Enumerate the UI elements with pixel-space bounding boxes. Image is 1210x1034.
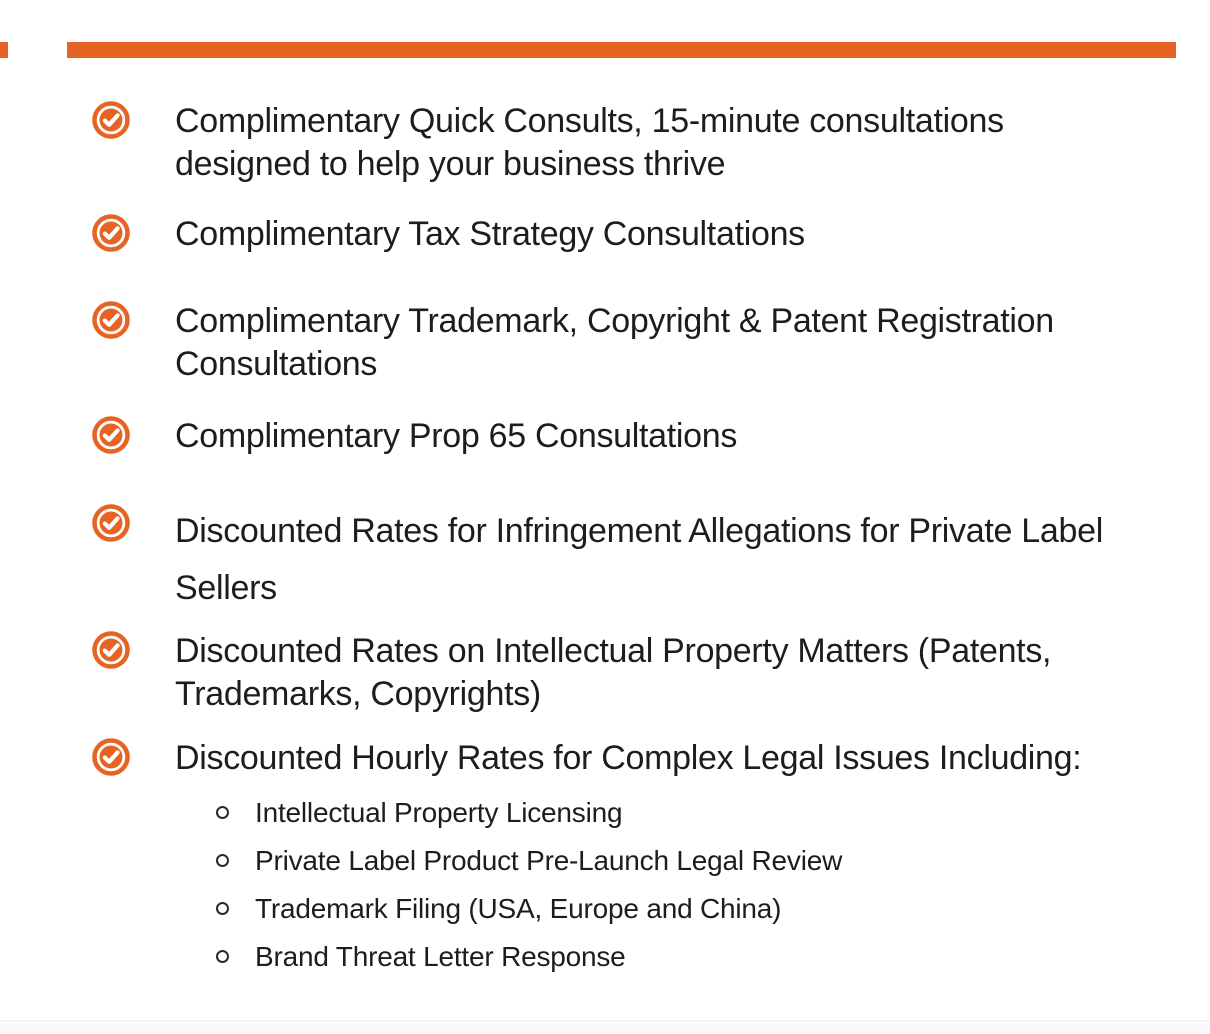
benefits-list — [92, 100, 1152, 980]
sub-benefit-item — [216, 884, 1125, 932]
benefit-item — [92, 415, 1152, 458]
sub-benefit-item — [216, 788, 1125, 836]
check-circle-icon — [92, 301, 130, 339]
sub-benefit-label: Private Label Product Pre-Launch Legal Review — [255, 844, 843, 876]
check-circle-icon — [92, 416, 130, 454]
benefit-label: Discounted Hourly Rates for Complex Legal Issues Including: — [175, 739, 1082, 777]
check-circle-icon — [92, 214, 130, 252]
sub-benefit-label: Trademark Filing (USA, Europe and China) — [255, 892, 782, 924]
hollow-circle-bullet-icon — [216, 902, 229, 915]
check-circle-icon — [92, 738, 130, 776]
benefit-label: Discounted Rates for Infringement Allegations for Private Label Sellers — [175, 512, 1103, 607]
benefit-label: Complimentary Tax Strategy Consultations — [175, 215, 805, 253]
benefit-item — [92, 737, 1152, 980]
benefit-label-group — [175, 737, 1125, 980]
hollow-circle-bullet-icon — [216, 806, 229, 819]
check-circle-icon — [92, 631, 130, 669]
sub-benefit-label: Intellectual Property Licensing — [255, 796, 623, 828]
benefit-label: Complimentary Trademark, Copyright & Patent Registration Consultations — [175, 302, 1054, 383]
check-circle-icon — [92, 504, 130, 542]
benefit-item — [92, 630, 1152, 716]
sub-benefit-item — [216, 836, 1125, 884]
top-accent-bar — [67, 42, 1176, 58]
benefit-label: Complimentary Quick Consults, 15-minute consultations designed to help your business thrive — [175, 102, 1004, 183]
benefit-item — [92, 503, 1152, 617]
check-circle-icon — [92, 101, 130, 139]
hollow-circle-bullet-icon — [216, 950, 229, 963]
footer-strip — [0, 1020, 1210, 1034]
hollow-circle-bullet-icon — [216, 854, 229, 867]
benefit-item — [92, 100, 1152, 186]
benefit-label: Complimentary Prop 65 Consultations — [175, 417, 738, 455]
sub-benefits-list — [175, 788, 1125, 980]
sub-benefit-item — [216, 932, 1125, 980]
benefit-label: Discounted Rates on Intellectual Property Matters (Patents, Trademarks, Copyrights) — [175, 632, 1052, 713]
sub-benefit-label: Brand Threat Letter Response — [255, 940, 626, 972]
benefit-item — [92, 213, 1152, 256]
benefit-item — [92, 300, 1152, 386]
top-accent-square — [0, 42, 8, 58]
